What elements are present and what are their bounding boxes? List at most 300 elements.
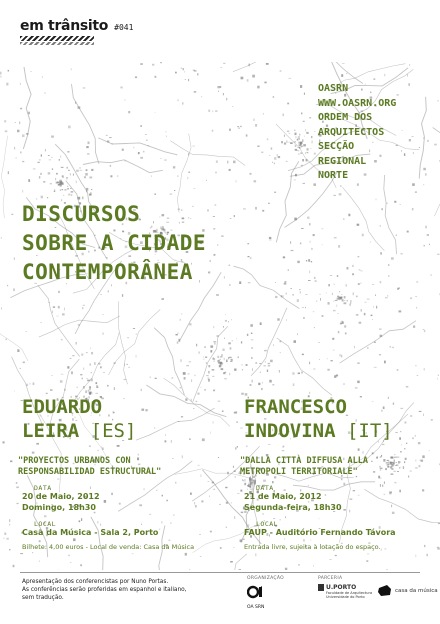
map-speck (358, 256, 360, 257)
map-speck (170, 194, 173, 195)
map-speck (196, 344, 197, 347)
map-speck (431, 419, 433, 420)
map-speck (381, 548, 382, 550)
map-speck (301, 143, 303, 144)
map-speck (220, 67, 222, 68)
map-speck (210, 350, 212, 352)
map-speck (376, 199, 377, 201)
map-speck (166, 131, 167, 132)
map-speck (333, 195, 336, 196)
map-speck (122, 149, 124, 151)
map-speck (270, 360, 273, 363)
map-speck (298, 136, 300, 138)
map-speck (213, 216, 215, 217)
map-speck (251, 339, 254, 340)
map-speck (389, 493, 391, 495)
map-speck (213, 228, 215, 230)
map-speck (296, 136, 297, 138)
map-speck (318, 342, 320, 343)
map-speck (228, 357, 229, 359)
map-speck (307, 152, 309, 153)
map-speck (380, 281, 382, 283)
organizer-block (318, 82, 396, 184)
map-speck (181, 359, 182, 362)
map-speck (311, 261, 312, 262)
map-speck (344, 325, 346, 327)
map-speck (326, 293, 327, 294)
map-speck (396, 462, 398, 463)
map-speck (247, 79, 249, 82)
map-speck (122, 294, 123, 297)
map-speck (177, 342, 179, 344)
map-speck (232, 340, 233, 341)
map-speck (210, 531, 212, 533)
map-speck (7, 538, 9, 540)
right-date-label: DATA (256, 484, 274, 492)
map-speck (392, 347, 394, 348)
map-speck (394, 201, 396, 203)
talk-line: RESPONSABILIDAD ESTRUCTURAL" (18, 467, 162, 477)
map-speck (429, 450, 430, 451)
map-road (136, 408, 215, 440)
map-speck (89, 177, 92, 179)
map-speck (400, 204, 401, 205)
map-speck (262, 210, 264, 212)
map-speck (261, 152, 263, 154)
map-speck (357, 381, 360, 384)
map-speck (286, 293, 287, 295)
map-speck (117, 175, 118, 177)
map-speck (265, 361, 266, 362)
map-speck (370, 242, 371, 243)
map-speck (229, 129, 231, 131)
map-speck (246, 445, 247, 447)
map-speck (240, 428, 243, 429)
speaker-last-name: LEIRA (22, 420, 80, 442)
map-speck (201, 96, 202, 98)
map-speck (424, 245, 425, 247)
map-speck (39, 561, 40, 562)
map-speck (399, 310, 402, 312)
uporto-mark-icon (318, 584, 324, 591)
map-speck (220, 86, 222, 88)
map-speck (208, 481, 210, 482)
map-speck (206, 362, 207, 364)
left-talk-title (18, 456, 161, 478)
map-speck (409, 139, 411, 141)
map-speck (208, 365, 210, 367)
parceria-label: PARCERIA (318, 576, 343, 581)
map-speck (231, 503, 232, 504)
map-speck (421, 460, 424, 462)
org-line: OASRN (318, 83, 349, 94)
map-speck (363, 451, 364, 454)
map-speck (218, 457, 219, 458)
map-speck (373, 78, 375, 80)
map-speck (255, 362, 257, 363)
map-speck (264, 350, 267, 351)
map-speck (347, 300, 348, 302)
uporto-name: U.PORTO (326, 584, 357, 591)
map-speck (386, 460, 389, 461)
map-speck (180, 319, 181, 321)
map-speck (426, 554, 428, 556)
map-speck (306, 260, 307, 261)
map-speck (89, 386, 91, 388)
map-speck (251, 357, 253, 359)
map-speck (1, 237, 2, 238)
map-speck (301, 372, 302, 374)
map-speck (188, 373, 190, 374)
map-speck (255, 207, 257, 210)
map-speck (193, 408, 194, 409)
map-speck (314, 153, 316, 155)
speaker-country: [ES] (90, 420, 137, 442)
map-speck (191, 379, 192, 382)
map-speck (250, 384, 252, 385)
map-speck (32, 452, 35, 454)
map-speck (305, 152, 306, 153)
map-speck (120, 87, 122, 89)
map-speck (213, 357, 214, 359)
map-speck (67, 167, 68, 169)
map-speck (315, 281, 317, 282)
map-speck (374, 367, 377, 368)
map-speck (5, 130, 8, 132)
footer-credits (22, 578, 187, 602)
map-speck (128, 367, 130, 368)
map-speck (109, 137, 112, 138)
map-speck (257, 86, 259, 89)
map-speck (394, 457, 397, 458)
map-speck (234, 215, 235, 217)
map-speck (214, 361, 215, 362)
map-speck (47, 197, 48, 198)
map-speck (230, 361, 232, 362)
map-speck (268, 444, 271, 445)
map-speck (313, 183, 316, 186)
org-website[interactable]: WWW.OASRN.ORG (318, 97, 397, 109)
map-speck (415, 192, 417, 193)
map-speck (4, 120, 6, 122)
map-speck (54, 191, 55, 192)
map-speck (83, 368, 84, 370)
map-speck (407, 231, 409, 233)
map-speck (212, 376, 214, 377)
map-speck (377, 456, 378, 458)
map-speck (9, 549, 10, 551)
map-speck (346, 73, 347, 74)
map-speck (242, 364, 243, 366)
map-speck (347, 267, 349, 269)
map-speck (16, 158, 17, 159)
map-speck (309, 117, 311, 118)
map-speck (85, 173, 88, 176)
map-speck (301, 147, 302, 148)
map-speck (405, 422, 407, 424)
map-speck (213, 489, 215, 490)
map-speck (376, 306, 377, 309)
map-speck (104, 372, 105, 373)
map-speck (379, 466, 381, 467)
map-speck (319, 359, 320, 360)
map-speck (353, 292, 354, 295)
map-speck (388, 264, 389, 266)
map-speck (313, 312, 315, 313)
map-speck (240, 126, 242, 127)
map-speck (394, 482, 396, 484)
map-speck (230, 373, 231, 376)
map-speck (68, 170, 70, 171)
map-speck (419, 411, 422, 412)
org-line: REGIONAL (318, 155, 367, 167)
map-speck (14, 147, 15, 150)
map-speck (385, 298, 388, 299)
map-speck (286, 319, 287, 320)
map-speck (175, 482, 176, 484)
map-speck (178, 99, 179, 101)
map-speck (438, 375, 439, 376)
map-speck (380, 484, 381, 487)
map-speck (229, 357, 232, 358)
map-speck (213, 326, 214, 328)
map-speck (400, 451, 402, 452)
map-speck (297, 333, 298, 335)
map-speck (173, 166, 175, 168)
map-speck (290, 241, 291, 244)
map-speck (180, 387, 181, 388)
map-speck (327, 369, 329, 371)
map-speck (237, 126, 239, 127)
map-speck (410, 415, 412, 417)
map-speck (250, 482, 251, 485)
map-speck (10, 461, 12, 463)
map-speck (186, 365, 189, 366)
map-speck (223, 93, 224, 95)
map-speck (350, 499, 353, 500)
map-speck (61, 374, 64, 375)
map-speck (218, 356, 219, 358)
credit-line: Apresentação dos conferencistas por Nuno Portas. (22, 579, 169, 585)
map-speck (132, 554, 134, 555)
map-speck (404, 461, 405, 463)
map-road (234, 266, 300, 308)
map-speck (288, 78, 291, 79)
map-speck (393, 471, 395, 472)
map-speck (64, 189, 66, 190)
map-speck (198, 465, 200, 466)
map-speck (193, 188, 195, 189)
map-speck (367, 299, 370, 300)
map-speck (311, 248, 313, 250)
map-speck (406, 386, 409, 387)
map-speck (14, 288, 15, 291)
map-speck (312, 141, 313, 144)
map-speck (222, 349, 224, 352)
map-speck (267, 138, 269, 140)
map-speck (20, 553, 23, 554)
map-speck (83, 87, 86, 88)
map-speck (423, 329, 425, 330)
map-speck (23, 190, 24, 193)
map-speck (399, 437, 401, 440)
map-speck (345, 333, 347, 335)
map-speck (96, 382, 98, 384)
map-speck (73, 538, 75, 541)
map-speck (250, 173, 252, 175)
map-speck (277, 318, 279, 320)
map-speck (282, 450, 285, 451)
map-speck (108, 290, 109, 292)
map-speck (178, 332, 179, 334)
map-speck (199, 534, 201, 535)
map-speck (247, 489, 248, 490)
map-speck (401, 150, 402, 151)
map-road (119, 301, 128, 384)
map-speck (400, 408, 403, 409)
map-speck (337, 305, 338, 307)
map-speck (235, 476, 236, 478)
map-speck (239, 569, 241, 570)
map-speck (221, 235, 223, 237)
map-speck (164, 160, 166, 161)
map-speck (356, 296, 358, 298)
map-speck (372, 284, 374, 285)
map-speck (188, 79, 189, 81)
map-speck (390, 346, 391, 348)
map-speck (213, 421, 214, 423)
map-speck (187, 177, 188, 179)
map-speck (238, 127, 240, 129)
map-speck (143, 151, 144, 153)
map-speck (250, 489, 253, 490)
map-speck (214, 343, 216, 344)
casa-da-musica-icon (378, 585, 392, 596)
map-speck (204, 346, 206, 348)
map-road (209, 554, 247, 570)
map-speck (350, 300, 351, 302)
map-speck (228, 342, 231, 344)
map-speck (41, 322, 42, 323)
map-speck (61, 167, 64, 168)
map-speck (341, 74, 343, 77)
map-speck (344, 300, 346, 301)
map-speck (272, 481, 274, 483)
map-speck (91, 352, 93, 354)
map-speck (260, 372, 261, 373)
map-speck (9, 524, 10, 526)
map-speck (354, 346, 355, 348)
map-speck (394, 454, 395, 455)
map-speck (71, 371, 73, 374)
map-speck (295, 145, 297, 147)
map-speck (384, 361, 386, 364)
map-speck (29, 384, 31, 385)
map-speck (289, 133, 291, 134)
map-speck (0, 72, 2, 75)
map-speck (194, 91, 197, 92)
map-speck (423, 184, 424, 185)
map-road (307, 62, 363, 84)
map-speck (234, 516, 235, 518)
map-speck (226, 527, 227, 528)
map-speck (42, 77, 43, 78)
event-time: Domingo, 18h30 (22, 502, 96, 512)
map-speck (76, 181, 77, 184)
map-speck (263, 113, 264, 115)
map-speck (6, 83, 8, 86)
map-speck (217, 245, 218, 246)
map-speck (357, 183, 359, 185)
map-speck (339, 291, 340, 292)
map-speck (58, 306, 60, 309)
map-speck (171, 440, 172, 443)
map-road (164, 378, 230, 426)
map-speck (1, 76, 2, 78)
map-speck (298, 564, 300, 566)
map-speck (161, 521, 162, 523)
map-speck (185, 398, 187, 400)
map-speck (302, 159, 304, 161)
event-time: Segunda-feira, 18h30 (244, 502, 342, 512)
map-speck (303, 317, 305, 318)
map-speck (381, 455, 382, 457)
map-speck (19, 122, 20, 125)
map-speck (344, 296, 346, 299)
map-speck (220, 362, 221, 363)
map-speck (81, 518, 82, 521)
map-speck (413, 152, 414, 154)
map-speck (86, 352, 88, 353)
map-speck (328, 302, 330, 305)
map-speck (57, 479, 59, 480)
map-speck (14, 391, 15, 392)
brand-name: em trânsito (20, 18, 109, 34)
map-speck (182, 455, 183, 458)
map-speck (424, 545, 425, 547)
map-speck (333, 301, 334, 302)
map-speck (402, 130, 403, 131)
map-speck (311, 136, 312, 138)
map-road (193, 326, 228, 402)
map-speck (410, 297, 412, 299)
map-speck (266, 63, 269, 65)
map-speck (185, 553, 187, 556)
map-speck (88, 142, 90, 145)
left-date-label: DATA (34, 484, 52, 492)
map-speck (140, 63, 143, 64)
map-speck (362, 234, 364, 237)
map-speck (269, 239, 271, 240)
map-speck (290, 142, 293, 144)
title-line: DISCURSOS (22, 202, 141, 226)
map-speck (343, 483, 345, 485)
map-speck (70, 173, 71, 175)
map-speck (425, 173, 426, 176)
map-speck (267, 370, 268, 372)
map-road (1, 136, 8, 218)
map-speck (184, 377, 186, 379)
map-road (419, 97, 426, 179)
map-speck (155, 112, 156, 113)
map-speck (273, 96, 274, 98)
map-speck (214, 254, 216, 256)
map-speck (394, 460, 395, 462)
map-speck (279, 370, 280, 373)
map-speck (341, 355, 342, 358)
map-speck (299, 145, 300, 146)
map-speck (151, 176, 152, 177)
